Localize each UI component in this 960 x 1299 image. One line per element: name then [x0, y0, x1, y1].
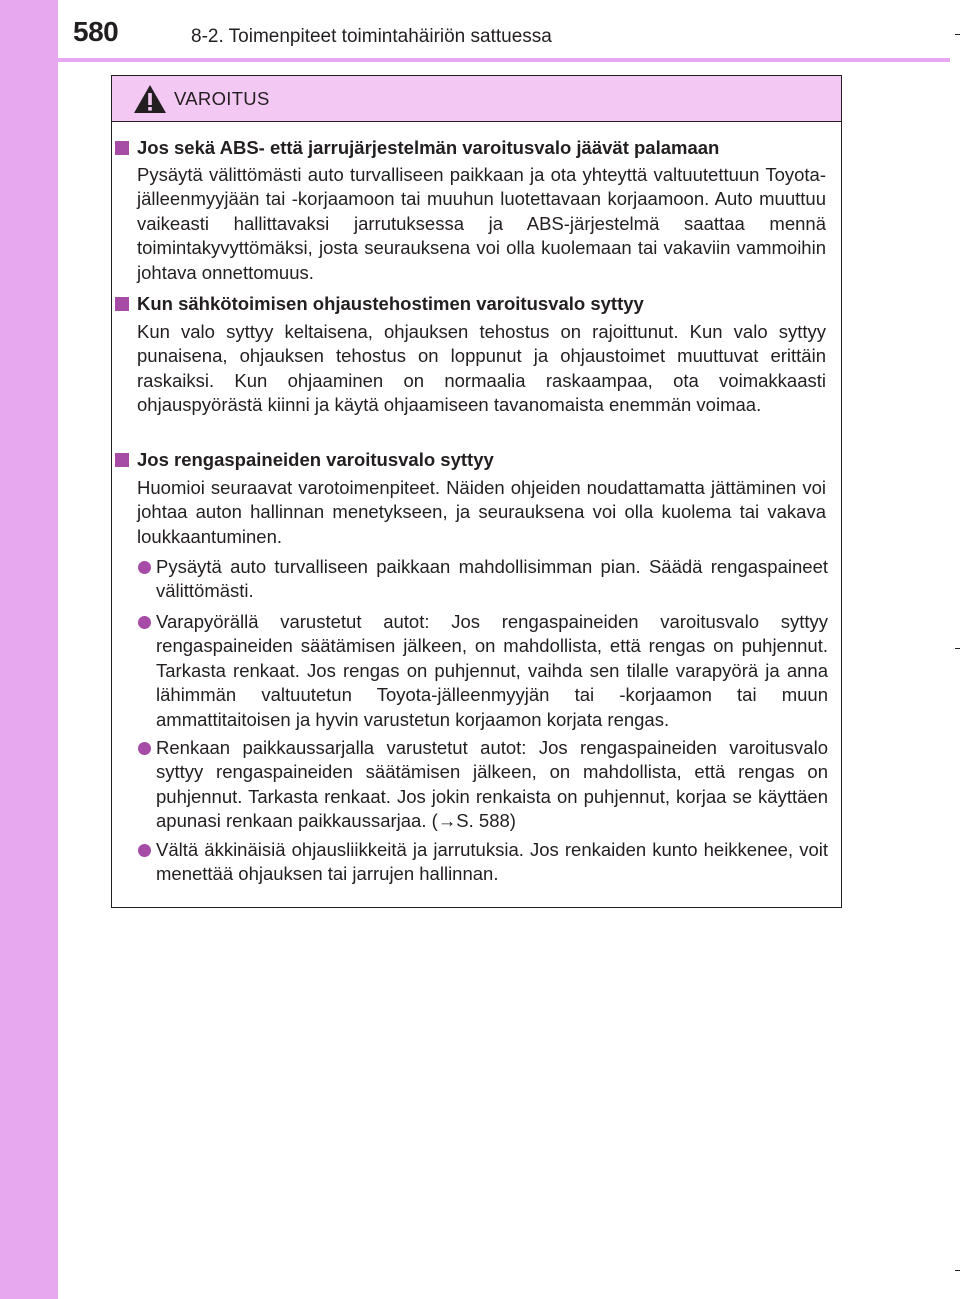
list-item-text: Pysäytä auto turvalliseen paikkaan mahdollisimman pian. Säädä rengaspaineet välittömästi. [156, 556, 828, 602]
crop-mark-middle [955, 648, 960, 649]
square-bullet-icon [115, 453, 129, 467]
warning-triangle-icon [133, 84, 167, 114]
block-heading-text: Kun sähkötoimisen ohjaustehostimen varoitusvalo syttyy [137, 293, 644, 314]
list-item [138, 736, 828, 834]
round-bullet-icon [138, 616, 151, 629]
round-bullet-icon [138, 742, 151, 755]
block-heading-tire-pressure [112, 448, 841, 472]
crop-mark-bottom [955, 1270, 960, 1271]
block-text-steering: Kun valo syttyy keltaisena, ohjauksen tehostus on rajoittunut. Kun valo syttyy punaisena, ohjauksen tehostus on loppunut ja ohjaustoimet muuttuvat erittäin raskaiksi. Kun ohjaaminen on normaalia raskaampaa, ota voimakkaasti ohjauspyörästä kiinni ja käytä ohjaamiseen tavanomaista enemmän voimaa. [137, 321, 826, 416]
block-heading-steering [112, 292, 841, 316]
block-heading-abs [112, 136, 841, 160]
crop-mark-top [955, 34, 960, 35]
square-bullet-icon [115, 141, 129, 155]
block-heading-text: Jos rengaspaineiden varoitusvalo syttyy [137, 449, 494, 470]
list-item [138, 555, 828, 604]
list-item [138, 610, 828, 732]
warning-title: VAROITUS [174, 88, 270, 109]
warning-header [112, 76, 841, 122]
block-text-tire-pressure: Huomioi seuraavat varotoimenpiteet. Näiden ohjeiden noudattamatta jättäminen voi johtaa auton hallinnan menetykseen, ja seurauksena voi olla kuolema tai vakava loukkaantuminen. [137, 477, 826, 547]
list-item-text: Varapyörällä varustetut autot: Jos rengaspaineiden varoitusvalo syttyy rengaspaineiden säätämisen jälkeen, on mahdollista, että rengas on puhjennut. Tarkasta renkaat. Jos rengas on puhjennut, vaihda sen tilalle varapyörä ja anna lähimmän valtuutetun Toyota-jälleenmyyjän tai -korjaamon tai muun ammattitaitoisen ja hyvin varustetun korjaamon korjata rengas. [156, 611, 828, 730]
page-number: 580 [73, 16, 119, 47]
list-item-text: Vältä äkkinäisiä ohjausliikkeitä ja jarrutuksia. Jos renkaiden kunto heikkenee, voit menettää ohjauksen tai jarrujen hallinnan. [156, 839, 828, 885]
square-bullet-icon [115, 297, 129, 311]
list-item-text: Renkaan paikkaussarjalla varustetut autot: Jos rengaspaineiden varoitusvalo syttyy rengaspaineiden säätämisen jälkeen, on mahdollista, että rengas on puhjennut. Tarkasta renkaat. Jos jokin renkaista on puhjennut, korjaa se käyttäen apunasi renkaan paikkaussarjaa. (→S. 588) [156, 737, 828, 832]
list-item [138, 838, 828, 887]
header-rule [58, 58, 950, 62]
round-bullet-icon [138, 844, 151, 857]
left-margin-band [0, 0, 58, 1299]
block-heading-text: Jos sekä ABS- että jarrujärjestelmän varoitusvalo jäävät palamaan [137, 137, 720, 158]
warning-box [111, 75, 842, 908]
section-title: 8-2. Toimenpiteet toimintahäiriön sattuessa [191, 26, 552, 47]
block-text-abs: Pysäytä välittömästi auto turvalliseen paikkaan ja ota yhteyttä valtuutettuun Toyota-jälleenmyyjään tai -korjaamoon tai muuhun luotettavaan korjaamoon. Auto muuttuu vaikeasti hallittavaksi jarrutuksessa ja ABS-järjestelmä saattaa mennä toimintakyvyttömäksi, josta seurauksena voi olla kuolemaan tai vakaviin vammoihin johtava onnettomuus. [137, 164, 826, 283]
round-bullet-icon [138, 561, 151, 574]
